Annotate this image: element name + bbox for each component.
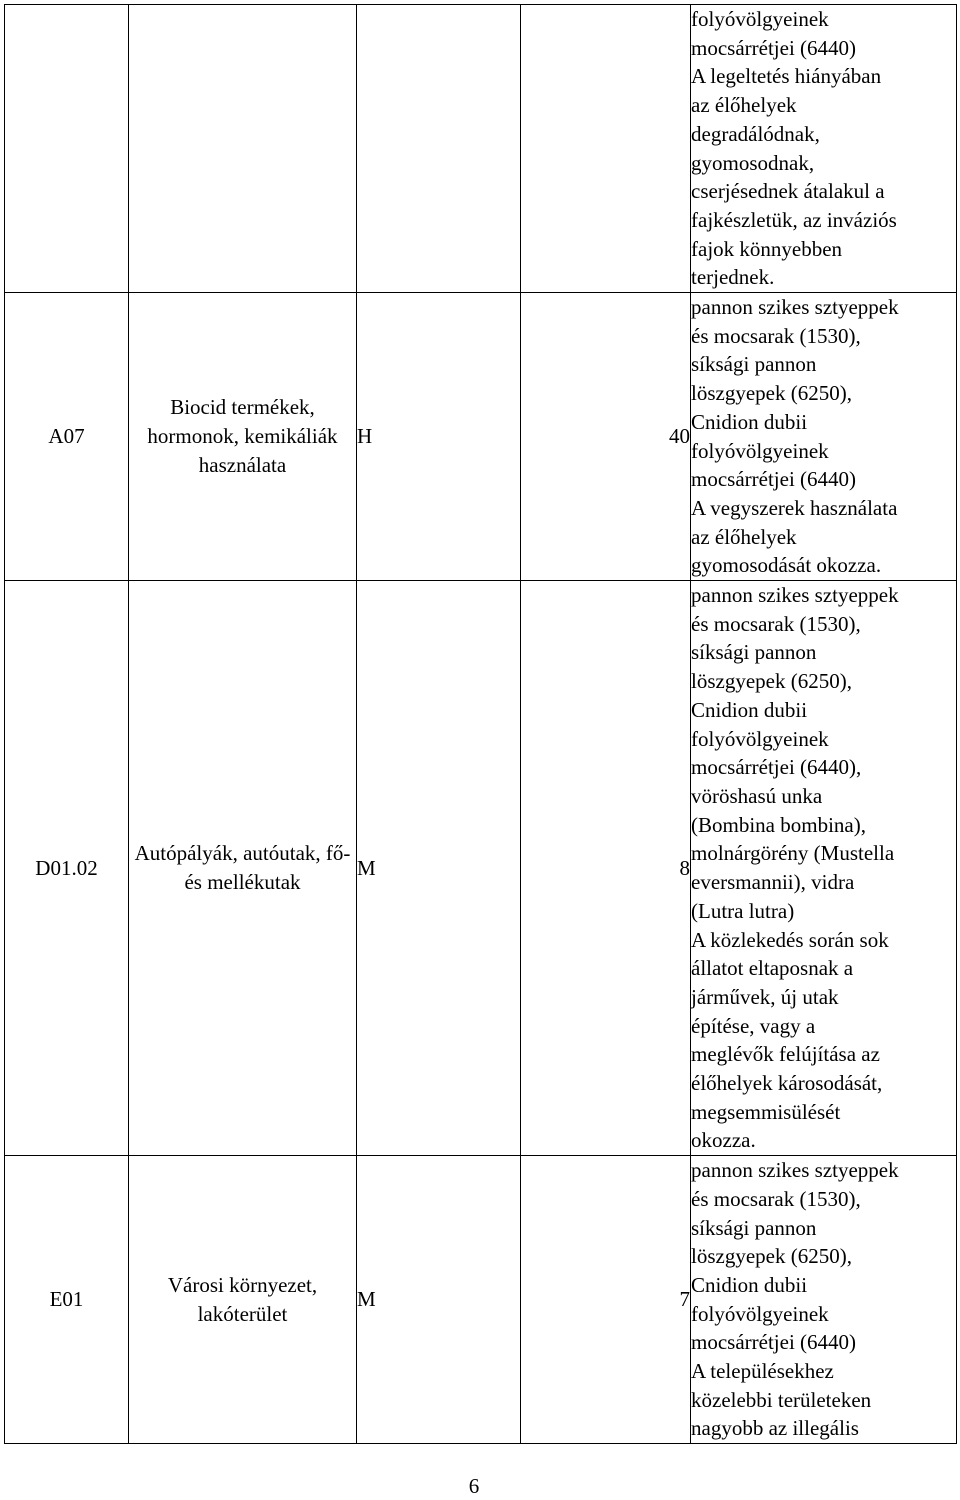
description-line: A legeltetés hiányában: [691, 64, 882, 89]
description-line: (Lutra lutra): [691, 898, 795, 923]
description-line: mocsárrétjei (6440),: [691, 755, 862, 780]
description-line: állatot eltaposnak a: [691, 956, 854, 981]
description-line: cserjésednek átalakul a: [691, 179, 885, 204]
impact-value: 8: [521, 581, 691, 1156]
description-line: közelebbi területeken: [691, 1387, 872, 1412]
description-line: Cnidion dubii: [691, 1272, 808, 1297]
description-line: folyóvölgyeinek: [691, 1301, 829, 1326]
table-row: [5, 293, 957, 581]
threat-description: [691, 293, 957, 581]
threat-code: E01: [5, 1156, 129, 1444]
threat-code: D01.02: [5, 581, 129, 1156]
description-line: síksági pannon: [691, 640, 817, 665]
threat-code: [5, 5, 129, 293]
description-line: A közlekedés során sok: [691, 927, 889, 952]
threat-name: Biocid termékek, hormonok, kemikáliák használata: [129, 293, 357, 581]
description-line: élőhelyek károsodását,: [691, 1071, 883, 1096]
description-line: terjednek.: [691, 265, 775, 290]
description-line: megsemmisülését: [691, 1099, 841, 1124]
threat-name: Autópályák, autóutak, fő- és mellékutak: [129, 581, 357, 1156]
table-row: [5, 5, 957, 293]
description-line: molnárgörény (Mustella: [691, 841, 895, 866]
impact-value: 7: [521, 1156, 691, 1444]
description-line: járművek, új utak: [691, 984, 839, 1009]
description-line: és mocsarak (1530),: [691, 1186, 861, 1211]
description-line: pannon szikes sztyeppek: [691, 1158, 899, 1183]
threat-name: [129, 5, 357, 293]
table-row: [5, 581, 957, 1156]
table-row: [5, 1156, 957, 1444]
description-line: gyomosodását okozza.: [691, 553, 882, 578]
description-line: folyóvölgyeinek: [691, 726, 829, 751]
description-line: meglévők felújítása az: [691, 1042, 880, 1067]
description-line: vöröshasú unka: [691, 783, 823, 808]
description-line: okozza.: [691, 1128, 756, 1153]
description-line: fajok könnyebben: [691, 236, 843, 261]
impact-level: H: [357, 293, 521, 581]
impact-level: M: [357, 581, 521, 1156]
threat-description: [691, 581, 957, 1156]
description-line: löszgyepek (6250),: [691, 669, 852, 694]
description-line: folyóvölgyeinek: [691, 7, 829, 31]
description-line: síksági pannon: [691, 1215, 817, 1240]
description-line: mocsárrétjei (6440): [691, 35, 857, 60]
description-line: löszgyepek (6250),: [691, 1244, 852, 1269]
threat-name: Városi környezet, lakóterület: [129, 1156, 357, 1444]
description-line: (Bombina bombina),: [691, 812, 866, 837]
impact-value: 40: [521, 293, 691, 581]
page-number: 6: [468, 1474, 480, 1498]
description-line: nagyobb az illegális: [691, 1416, 859, 1441]
description-line: degradálódnak,: [691, 121, 820, 146]
threat-description: [691, 5, 957, 293]
description-line: az élőhelyek: [691, 93, 797, 118]
description-line: eversmannii), vidra: [691, 870, 855, 895]
threats-table: [4, 4, 957, 1444]
description-line: pannon szikes sztyeppek: [691, 583, 899, 608]
description-line: síksági pannon: [691, 352, 817, 377]
description-line: gyomosodnak,: [691, 150, 815, 175]
description-line: pannon szikes sztyeppek: [691, 295, 899, 320]
threat-description: [691, 1156, 957, 1444]
description-line: és mocsarak (1530),: [691, 611, 861, 636]
description-line: folyóvölgyeinek: [691, 438, 829, 463]
description-line: mocsárrétjei (6440): [691, 467, 857, 492]
description-line: építése, vagy a: [691, 1013, 816, 1038]
impact-level: [357, 5, 521, 293]
impact-value: [521, 5, 691, 293]
description-line: A vegyszerek használata: [691, 495, 898, 520]
description-line: A településekhez: [691, 1359, 834, 1384]
description-line: az élőhelyek: [691, 524, 797, 549]
description-line: Cnidion dubii: [691, 409, 808, 434]
impact-level: M: [357, 1156, 521, 1444]
description-line: löszgyepek (6250),: [691, 381, 852, 406]
description-line: és mocsarak (1530),: [691, 323, 861, 348]
description-line: mocsárrétjei (6440): [691, 1330, 857, 1355]
description-line: fajkészletük, az inváziós: [691, 207, 897, 232]
description-line: Cnidion dubii: [691, 697, 808, 722]
threat-code: A07: [5, 293, 129, 581]
